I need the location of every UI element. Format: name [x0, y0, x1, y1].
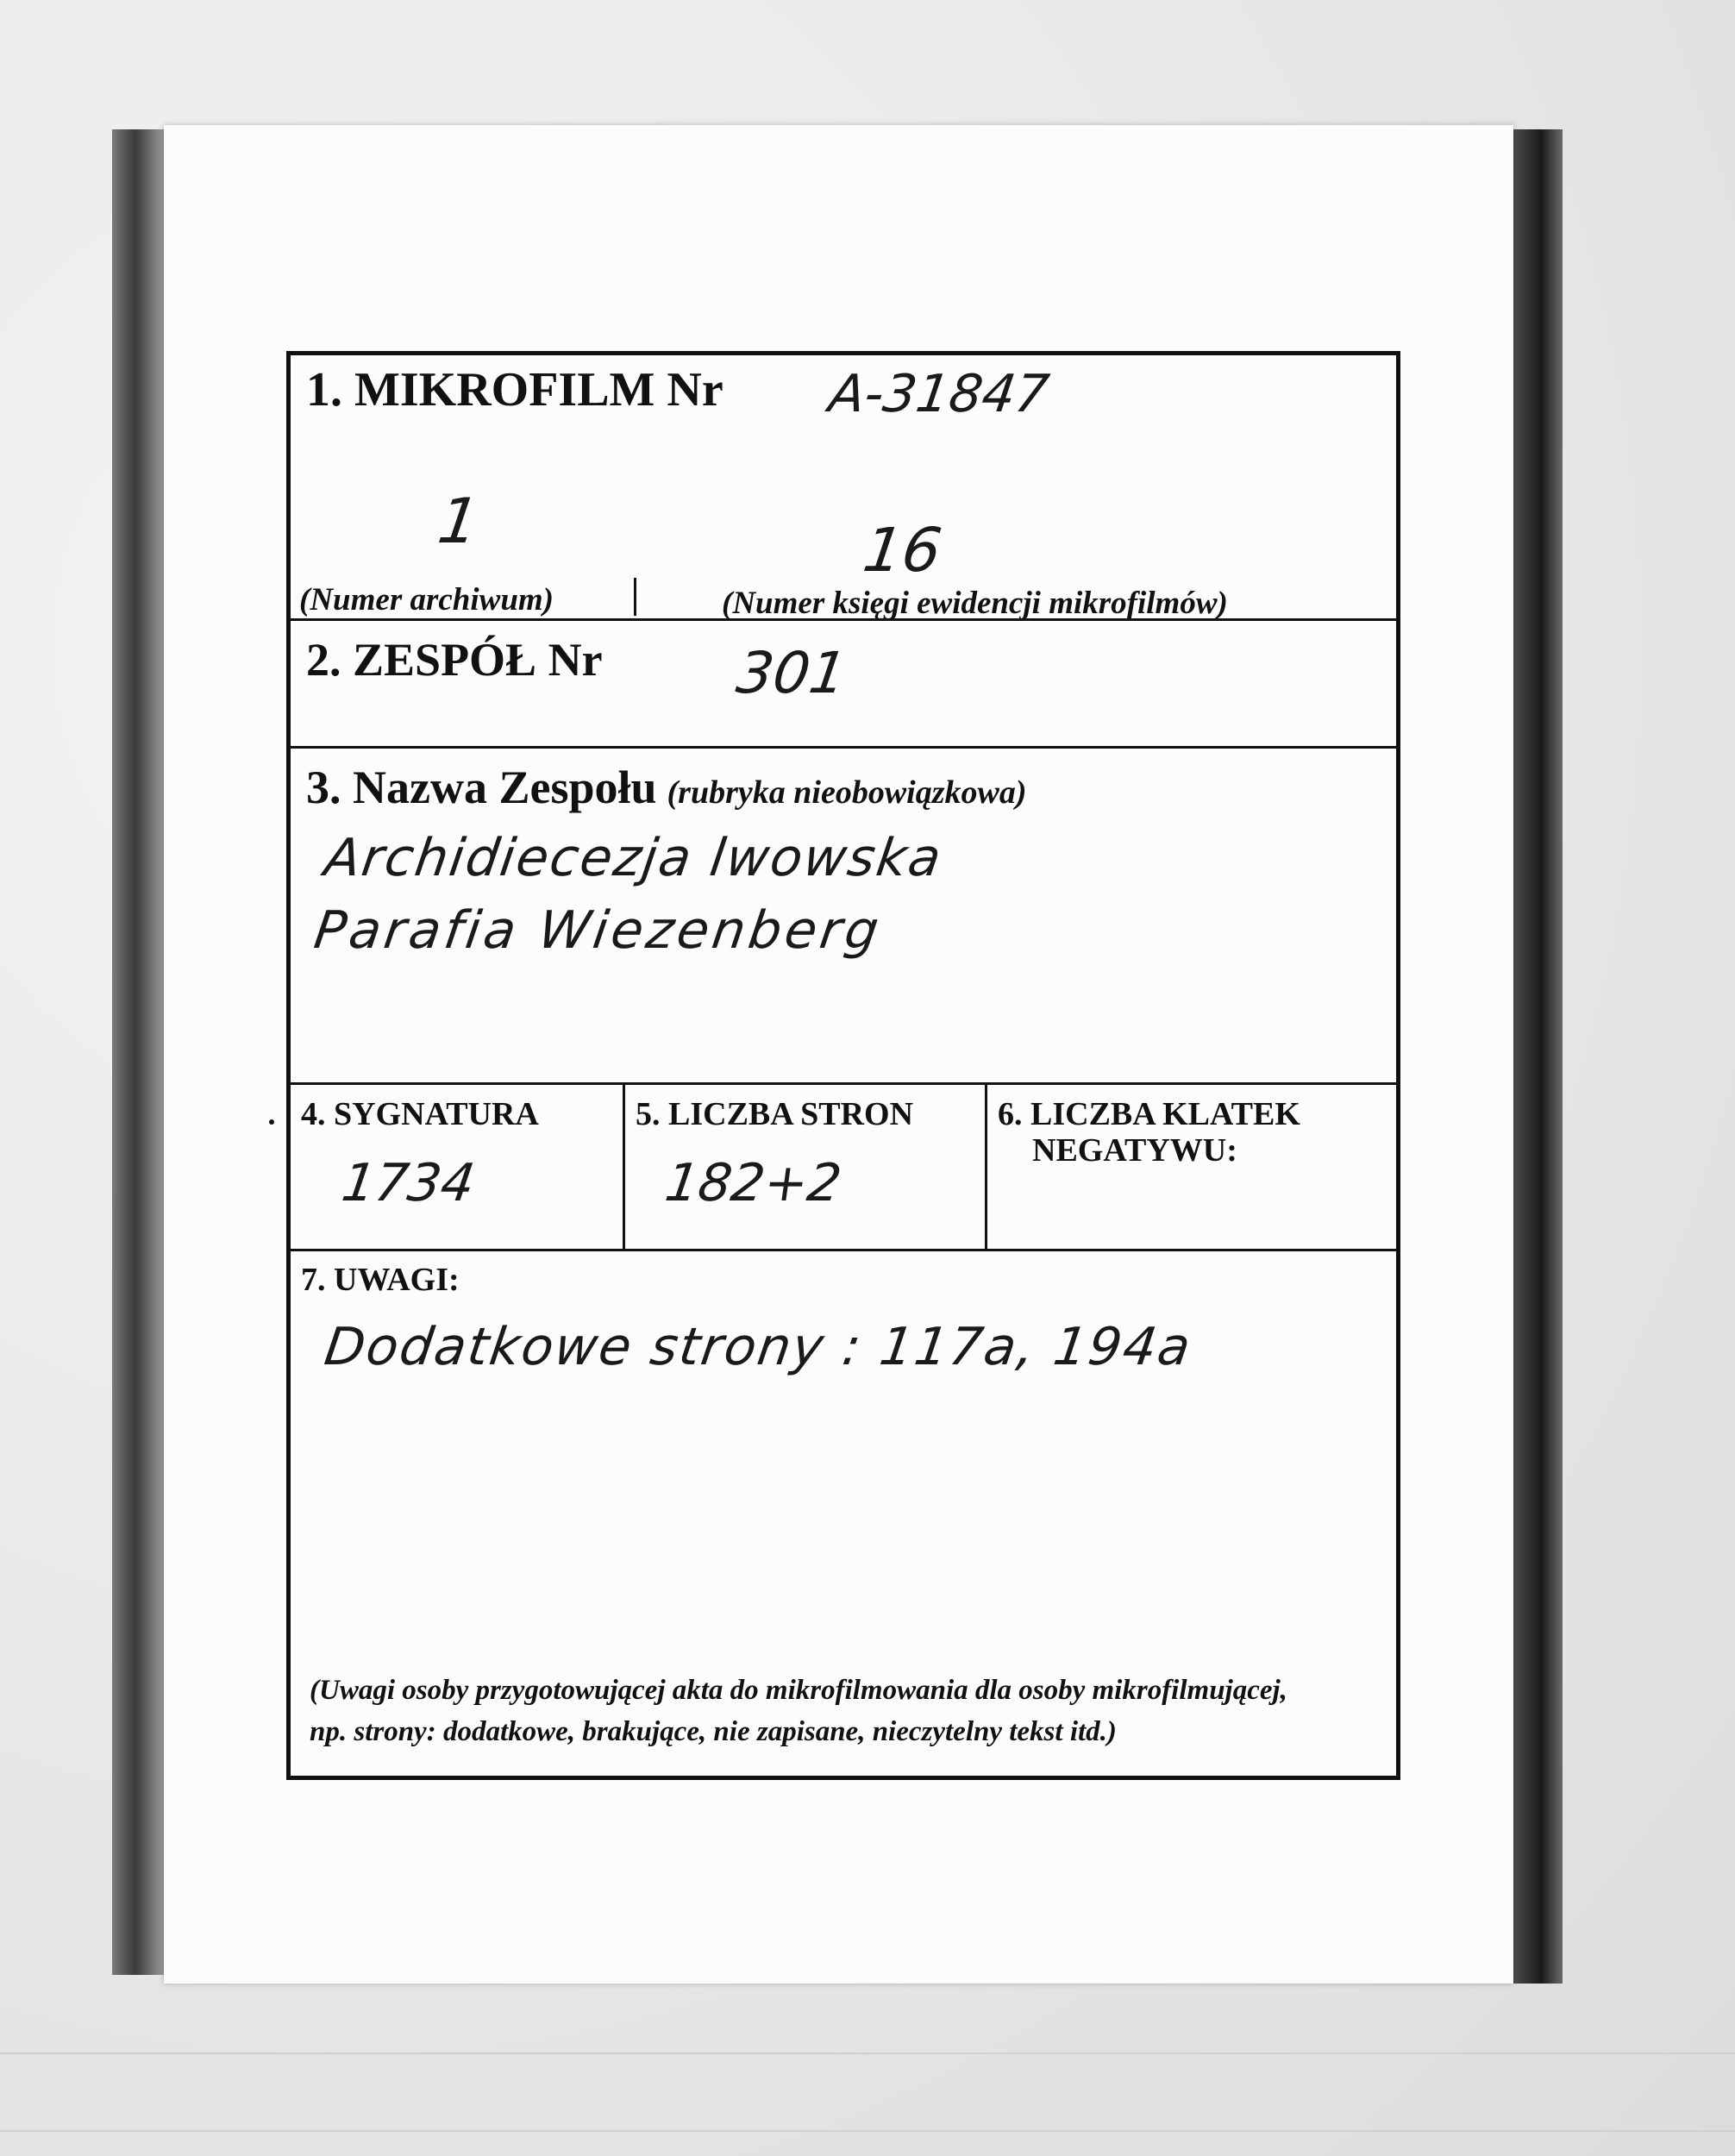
archive-number-value: 1 — [434, 485, 484, 557]
fond-name-line-2: Parafia Wiezenberg — [310, 900, 886, 961]
fond-number-value: 301 — [732, 640, 851, 706]
row-divider — [291, 618, 1396, 621]
ledger-number-caption: (Numer księgi ewidencji mikrofilmów) — [722, 586, 1228, 621]
remarks-label: 7. UWAGI: — [301, 1262, 460, 1298]
ledger-number-value: 16 — [859, 515, 946, 586]
microfilm-form — [286, 351, 1400, 1780]
signature-label: 4. SYGNATURA — [301, 1096, 539, 1132]
row-divider — [291, 746, 1396, 749]
fond-name-label: 3. Nazwa Zespołu — [306, 761, 657, 813]
film-edge-shadow-right — [1509, 129, 1563, 1984]
fond-name-note: (rubryka nieobowiązkowa) — [667, 774, 1027, 811]
signature-value: 1734 — [338, 1153, 479, 1213]
frame-count-label-2: NEGATYWU: — [1032, 1132, 1237, 1169]
ink-mark — [269, 1119, 274, 1125]
fond-number-label: 2. ZESPÓŁ Nr — [306, 634, 603, 686]
microfilm-number-label: 1. MIKROFILM Nr — [306, 363, 723, 417]
scan-artifact — [0, 2130, 1735, 2132]
microfilm-number-value: A-31847 — [825, 364, 1053, 424]
remarks-footnote-line-1: (Uwagi osoby przygotowującej akta do mikrofilmowania dla osoby mikrofilmującej, — [310, 1675, 1287, 1706]
remarks-footnote-line-2: np. strony: dodatkowe, brakujące, nie zapisane, nieczytelny tekst itd.) — [310, 1716, 1117, 1747]
remarks-value: Dodatkowe strony : 117a, 194a — [321, 1317, 1196, 1377]
fond-name-line-1: Archidiecezja lwowska — [321, 828, 947, 888]
archive-number-caption: (Numer archiwum) — [299, 582, 554, 617]
frame-count-label-1: 6. LICZBA KLATEK — [998, 1096, 1300, 1132]
caption-separator — [634, 578, 636, 616]
row-divider — [291, 1249, 1396, 1251]
row-divider — [291, 1082, 1396, 1085]
column-divider — [623, 1082, 625, 1249]
page-count-value: 182+2 — [661, 1153, 845, 1213]
fond-name-heading — [306, 761, 1027, 814]
column-divider — [985, 1082, 987, 1249]
scan-artifact — [0, 2053, 1735, 2054]
page-count-label: 5. LICZBA STRON — [636, 1096, 914, 1132]
film-edge-shadow-left — [112, 129, 164, 1975]
